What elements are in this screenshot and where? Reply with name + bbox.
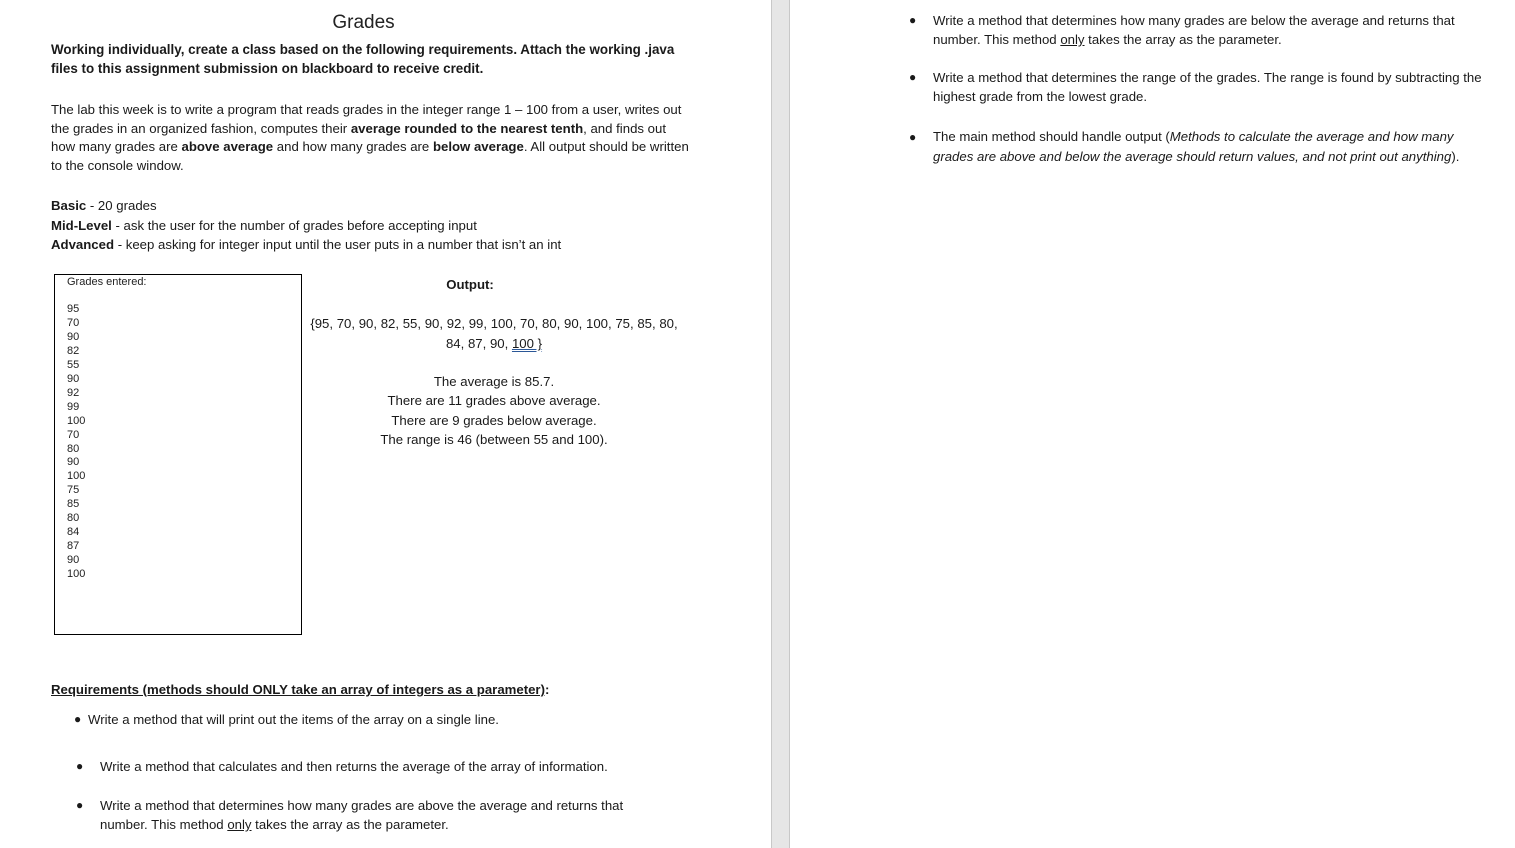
- grade-entry: 75: [67, 484, 80, 497]
- level-name: Advanced: [51, 237, 115, 252]
- grade-entry: 100: [67, 568, 86, 581]
- requirement-underline: only: [227, 817, 252, 832]
- lab-bold-above: above average: [181, 139, 274, 155]
- level-name: Mid-Level: [51, 218, 112, 233]
- page-gutter: [771, 0, 790, 848]
- level-basic: [51, 197, 157, 215]
- level-advanced: [51, 236, 561, 254]
- requirements-heading-text: Requirements (methods should ONLY take an array of integers as a parameter): [51, 682, 545, 697]
- grades-entered-box: [54, 274, 302, 635]
- page-title: Grades: [332, 12, 395, 33]
- level-mid: [51, 217, 477, 235]
- bullet-icon: ●: [909, 13, 917, 27]
- requirement-underline: only: [1060, 32, 1085, 47]
- requirement-text: Write a method that determines how many grades are below the average and returns that number. This method: [933, 13, 1455, 47]
- requirement-text-end: takes the array as the parameter.: [1084, 32, 1282, 47]
- output-array-text: {95, 70, 90, 82, 55, 90, 92, 99, 100, 70, 80, 90, 100, 75, 85, 80, 84, 87, 90,: [310, 316, 678, 351]
- lab-text-4: . All output should be written to the console window.: [51, 139, 689, 174]
- grade-entry: 100: [67, 414, 86, 427]
- lab-bold-average: average rounded to the nearest tenth: [350, 120, 584, 136]
- grade-entry: 95: [67, 303, 80, 315]
- bullet-icon: ●: [76, 759, 84, 773]
- result-range: The range is 46 (between 55 and 100).: [380, 431, 608, 447]
- grade-entry: 84: [67, 526, 80, 539]
- grades-list: [67, 303, 85, 582]
- requirement-item: [74, 710, 688, 729]
- result-average: The average is 85.7.: [433, 374, 555, 389]
- requirement-italic: Methods to calculate the average and how many grades are above and below the average should return values, and not print out anything: [933, 129, 1454, 164]
- lab-description: [51, 101, 691, 176]
- bullet-icon: ●: [909, 130, 917, 144]
- requirement-text: Write a method that calculates and then returns the average of the array of information.: [100, 759, 608, 774]
- bullet-icon: ●: [74, 712, 82, 726]
- lab-text-2: , and finds out how many grades are: [51, 120, 666, 155]
- requirement-text: The main method should handle output (: [933, 129, 1170, 144]
- grade-entry: 82: [67, 344, 80, 357]
- requirement-text: Write a method that determines how many grades are above the average and returns that number. This method: [100, 798, 624, 832]
- bullet-icon: ●: [76, 798, 84, 812]
- level-desc: - 20 grades: [86, 198, 157, 213]
- requirements-heading: [51, 682, 549, 697]
- grade-entry: 100: [67, 470, 86, 483]
- grade-entry: 87: [67, 540, 80, 553]
- level-name: Basic: [51, 198, 87, 213]
- grade-entry: 90: [67, 330, 80, 343]
- requirement-item: [909, 68, 1508, 106]
- requirement-text-end: takes the array as the parameter.: [251, 817, 449, 832]
- requirement-text: Write a method that will print out the items of the array on a single line.: [88, 712, 499, 727]
- requirement-item: [76, 757, 700, 776]
- requirement-text: Write a method that determines the range of the grades. The range is found by subtracting the highest grade from the lowest grade.: [933, 70, 1482, 104]
- grade-entry: 85: [67, 498, 80, 511]
- output-results: [300, 372, 688, 449]
- lab-bold-below: below average: [432, 139, 524, 155]
- level-desc: - ask the user for the number of grades before accepting input: [111, 218, 477, 233]
- document-page-right: [790, 0, 1515, 848]
- requirement-item: [909, 11, 1505, 49]
- level-desc: - keep asking for integer input until the user puts in a number that isn’t an int: [114, 237, 562, 252]
- grade-entry: 90: [67, 456, 80, 469]
- grade-entry: 99: [67, 400, 80, 413]
- result-below: There are 9 grades below average.: [391, 412, 597, 428]
- grade-entry: 90: [67, 372, 80, 385]
- requirements-heading-colon: :: [544, 682, 550, 697]
- grade-entry: 80: [67, 442, 80, 455]
- grade-entry: 92: [67, 386, 80, 399]
- grades-box-header: Grades entered:: [67, 276, 147, 288]
- output-label: Output:: [446, 277, 494, 292]
- lab-text-3: and how many grades are: [273, 139, 433, 155]
- bullet-icon: ●: [909, 70, 917, 84]
- grade-entry: 70: [67, 428, 80, 441]
- result-above: There are 11 grades above average.: [387, 393, 601, 409]
- grade-entry: 55: [67, 358, 80, 371]
- lab-text-1: The lab this week is to write a program that reads grades in the integer range 1 – 100 from a user, writes out the grades in an organized fashion, computes their: [51, 102, 682, 136]
- grade-entry: 80: [67, 512, 80, 525]
- intro-instructions: Working individually, create a class based on the following requirements. Attach the working .java files to this assignment submission on blackboard to receive credit.: [51, 42, 675, 76]
- grade-entry: 90: [67, 554, 80, 567]
- requirement-item: [909, 127, 1493, 167]
- output-array-last: 100 }: [511, 336, 543, 351]
- requirement-item: [76, 796, 656, 834]
- requirement-text-end: ).: [1451, 149, 1460, 164]
- output-array: [300, 314, 688, 354]
- grade-entry: 70: [67, 316, 80, 329]
